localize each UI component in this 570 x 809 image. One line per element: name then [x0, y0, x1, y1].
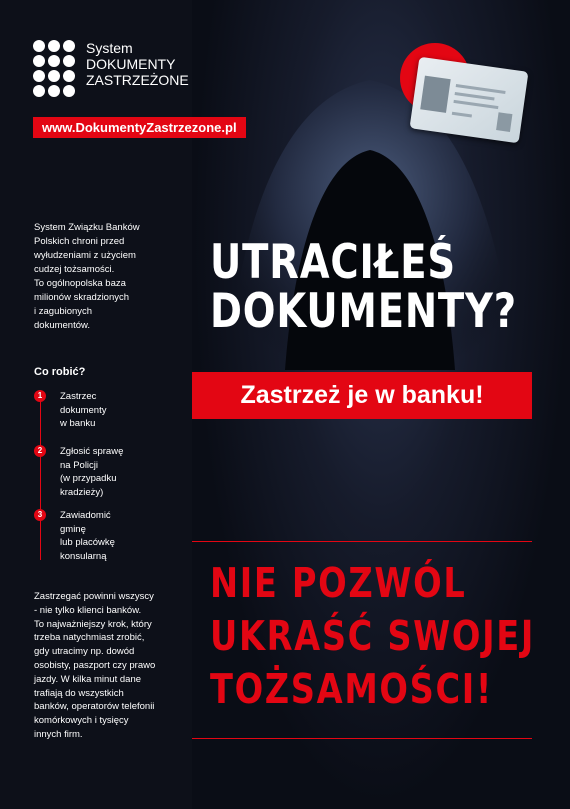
step-line: dokumenty: [60, 404, 107, 416]
step-text: [60, 445, 123, 499]
cta-banner: Zastrzeż je w banku!: [192, 372, 532, 419]
intro-line: Polskich chroni przed: [34, 236, 125, 247]
intro-line: i zagubionych: [34, 306, 93, 317]
step-line: lub placówkę: [60, 537, 115, 548]
step-line: w banku: [60, 418, 96, 429]
logo-line-1: System: [86, 40, 133, 56]
step-line: na Policji: [60, 459, 99, 471]
step-line: kradzieży): [60, 486, 104, 498]
slogan-line: UKRAŚĆ SWOJEJ: [210, 612, 536, 660]
footer-line: trzeba natychmiast zrobić,: [34, 632, 145, 644]
footer-line: innych firm.: [34, 728, 83, 740]
step-text: [60, 390, 106, 431]
headline: [210, 235, 517, 339]
slogan-line: TOŻSAMOŚCI!: [210, 665, 493, 713]
logo-text: [86, 40, 189, 88]
footer-line: - nie tylko klienci banków.: [34, 604, 142, 616]
footer-line: komórkowych i tysięcy: [34, 715, 129, 727]
step-number-badge: 3: [34, 509, 46, 521]
headline-line: UTRACIŁEŚ: [210, 235, 456, 290]
step-line: (w przypadku: [60, 473, 117, 484]
slogan-line: NIE POZWÓL: [210, 559, 467, 607]
footer-text: [34, 590, 155, 742]
step-text: [60, 509, 115, 563]
intro-line: cudzej tożsamości.: [34, 264, 115, 275]
footer-line: trafiają do wszystkich: [34, 687, 124, 699]
divider: [192, 738, 532, 739]
website-url: www.DokumentyZastrzezone.pl: [33, 117, 246, 138]
footer-line: jazdy. W kilka minut dane: [34, 673, 142, 685]
intro-line: milionów skradzionych: [34, 292, 130, 303]
step-line: Zawiadomić: [60, 510, 111, 521]
step-line: Zgłosić sprawę: [60, 446, 124, 457]
step-line: konsularną: [60, 550, 107, 562]
step-number-badge: 2: [34, 445, 46, 457]
intro-line: To ogólnopolska baza: [34, 278, 126, 289]
intro-line: wyłudzeniami z użyciem: [34, 250, 136, 261]
intro-line: dokumentów.: [34, 320, 90, 331]
headline-line: DOKUMENTY?: [210, 284, 517, 339]
step-line: gminę: [60, 523, 86, 535]
id-card-icon: [410, 57, 529, 144]
logo: [33, 40, 189, 97]
footer-line: banków, operatorów telefonii: [34, 701, 155, 713]
step-number-badge: 1: [34, 390, 46, 402]
intro-text: [34, 221, 174, 333]
what-to-do-heading: Co robić?: [34, 366, 86, 378]
step-2: [34, 445, 123, 499]
logo-line-3: ZASTRZEŻONE: [86, 72, 189, 88]
logo-line-2: DOKUMENTY: [86, 56, 176, 72]
footer-line: To najważniejszy krok, który: [34, 618, 152, 630]
step-3: [34, 509, 115, 563]
dot-grid-logo-icon: [33, 40, 75, 97]
intro-line: System Związku Banków: [34, 222, 140, 233]
footer-line: Zastrzegać powinni wszyscy: [34, 591, 154, 602]
step-1: [34, 390, 106, 431]
footer-line: osobisty, paszport czy prawo: [34, 659, 156, 671]
footer-line: gdy utracimy np. dowód: [34, 646, 135, 658]
divider: [192, 541, 532, 542]
step-line: Zastrzec: [60, 391, 97, 402]
slogan: [210, 557, 535, 716]
